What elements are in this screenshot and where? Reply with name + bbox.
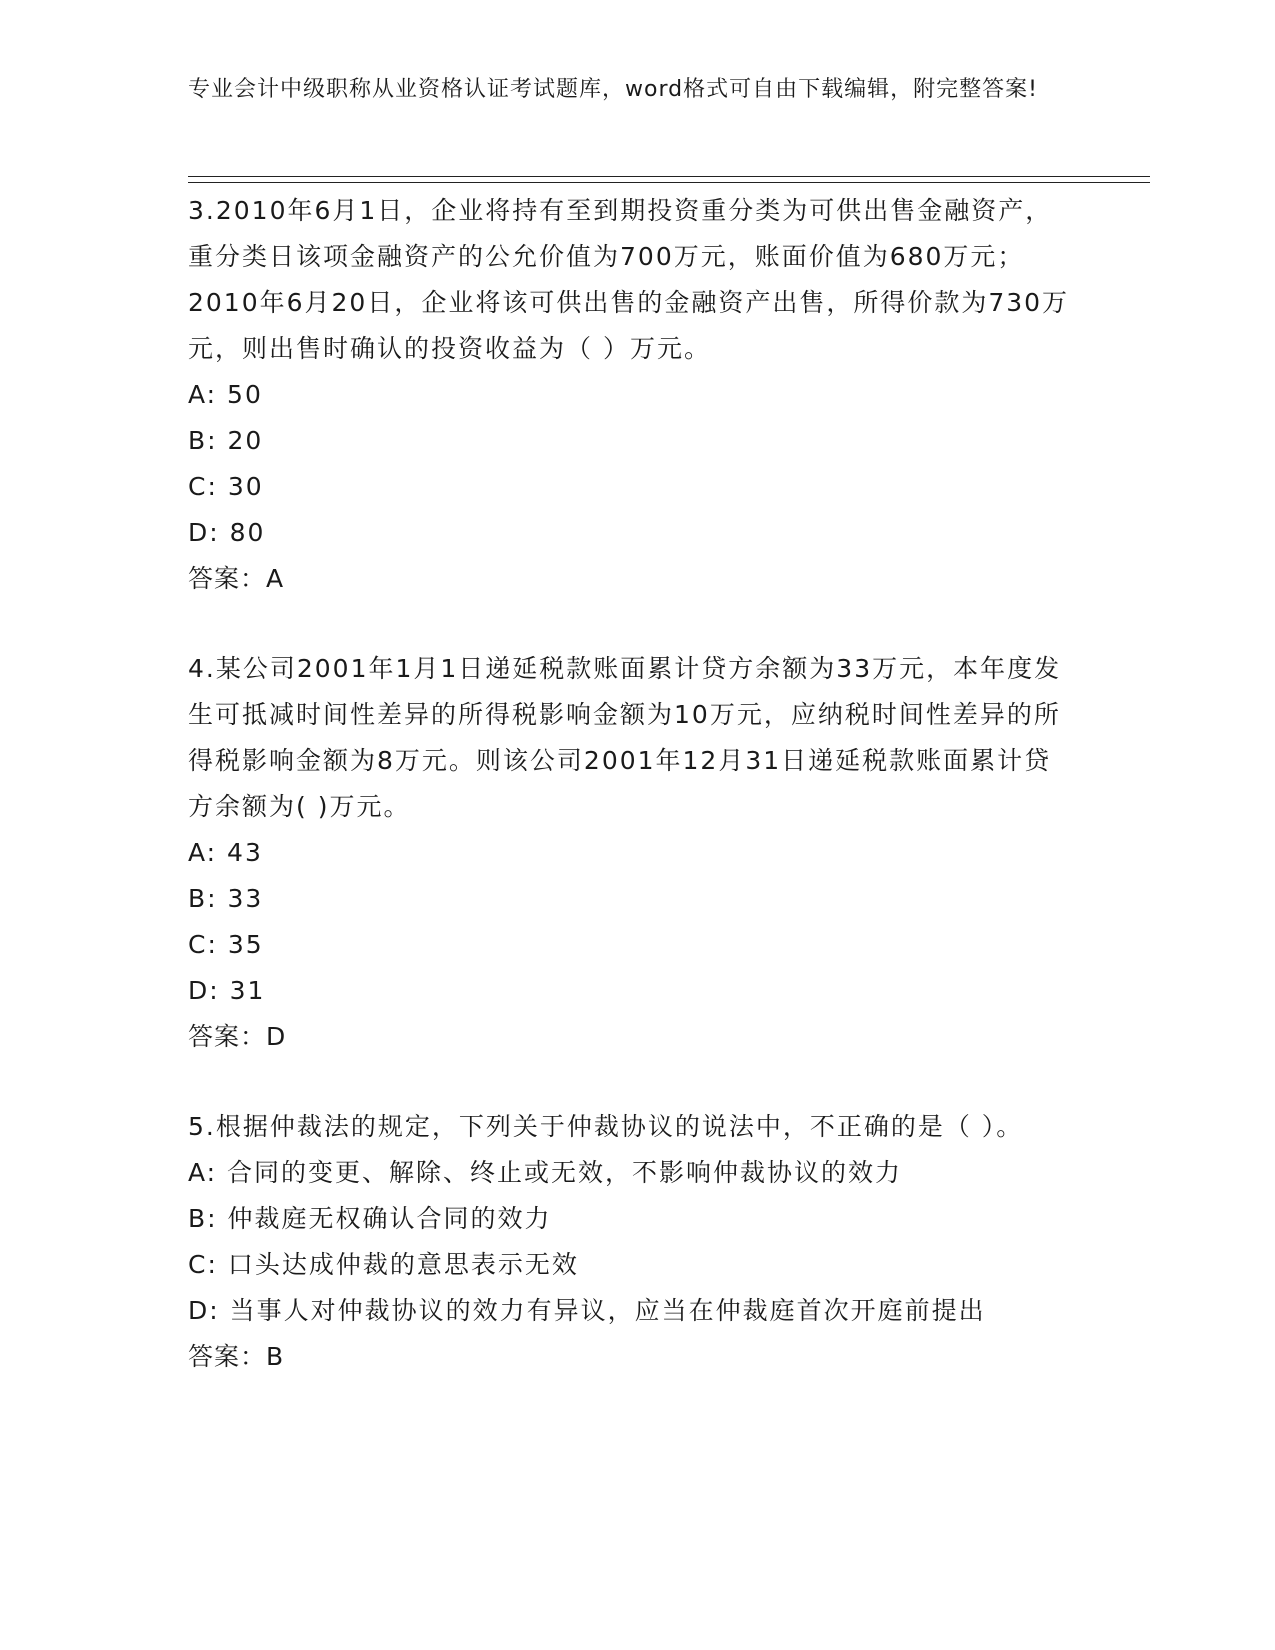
- option-text: 30: [227, 472, 264, 501]
- option-text: 当事人对仲裁协议的效力有异议，应当在仲裁庭首次开庭前提出: [229, 1296, 986, 1325]
- answer-line: [188, 1334, 1078, 1380]
- option-a: [188, 830, 1078, 876]
- option-letter: C:: [188, 930, 218, 959]
- option-d: [188, 968, 1078, 1014]
- answer-value: A: [266, 564, 285, 593]
- question-4: [188, 646, 1078, 1060]
- answer-label: 答案：: [188, 1022, 267, 1051]
- option-d: [188, 510, 1078, 556]
- answer-value: B: [266, 1342, 285, 1371]
- option-text: 口头达成仲裁的意思表示无效: [227, 1250, 579, 1279]
- option-list: [188, 1150, 1078, 1334]
- option-c: [188, 464, 1078, 510]
- option-b: [188, 876, 1078, 922]
- option-letter: D:: [188, 1296, 220, 1325]
- option-letter: B:: [188, 884, 218, 913]
- option-text: 20: [227, 426, 264, 455]
- option-letter: D:: [188, 518, 220, 547]
- option-text: 合同的变更、解除、终止或无效，不影响仲裁协议的效力: [227, 1158, 903, 1187]
- question-text: 5.根据仲裁法的规定，下列关于仲裁协议的说法中，不正确的是（ ）。: [188, 1112, 1024, 1141]
- option-list: [188, 830, 1078, 1014]
- option-letter: A:: [188, 838, 218, 867]
- option-letter: C:: [188, 472, 218, 501]
- option-text: 31: [229, 976, 266, 1005]
- header-divider-bottom: [188, 182, 1150, 183]
- option-c: [188, 1242, 1078, 1288]
- option-text: 仲裁庭无权确认合同的效力: [227, 1204, 552, 1233]
- header-divider-top: [188, 176, 1150, 177]
- option-b: [188, 418, 1078, 464]
- answer-line: [188, 1014, 1078, 1060]
- option-letter: B:: [188, 1204, 218, 1233]
- option-letter: C:: [188, 1250, 218, 1279]
- option-letter: A:: [188, 1158, 218, 1187]
- option-text: 50: [227, 380, 263, 409]
- question-3: [188, 188, 1078, 602]
- option-d: [188, 1288, 1078, 1334]
- option-text: 33: [227, 884, 264, 913]
- option-a: [188, 372, 1078, 418]
- option-a: [188, 1150, 1078, 1196]
- option-list: [188, 372, 1078, 556]
- answer-value: D: [266, 1022, 287, 1051]
- option-text: 80: [229, 518, 266, 547]
- option-text: 35: [227, 930, 264, 959]
- question-text: 4.某公司2001年1月1日递延税款账面累计贷方余额为33万元，本年度发生可抵减时间性差异的所得税影响金额为10万元，应纳税时间性差异的所得税影响金额为8万元。则该公司2001年12月31日递延税款账面累计贷方余额为( )万元。: [188, 654, 1062, 821]
- option-b: [188, 1196, 1078, 1242]
- question-text: 3.2010年6月1日，企业将持有至到期投资重分类为可供出售金融资产，重分类日该项金融资产的公允价值为700万元，账面价值为680万元；2010年6月20日，企业将该可供出售的金融资产出售，所得价款为730万元，则出售时确认的投资收益为（ ）万元。: [188, 196, 1070, 363]
- page-header: 专业会计中级职称从业资格认证考试题库，word格式可自由下载编辑，附完整答案!: [188, 77, 1038, 102]
- answer-label: 答案：: [188, 1342, 267, 1371]
- option-letter: D:: [188, 976, 220, 1005]
- answer-line: [188, 556, 1078, 602]
- option-c: [188, 922, 1078, 968]
- question-5: [188, 1104, 1078, 1380]
- answer-label: 答案：: [188, 564, 267, 593]
- option-letter: A:: [188, 380, 218, 409]
- option-text: 43: [227, 838, 263, 867]
- option-letter: B:: [188, 426, 218, 455]
